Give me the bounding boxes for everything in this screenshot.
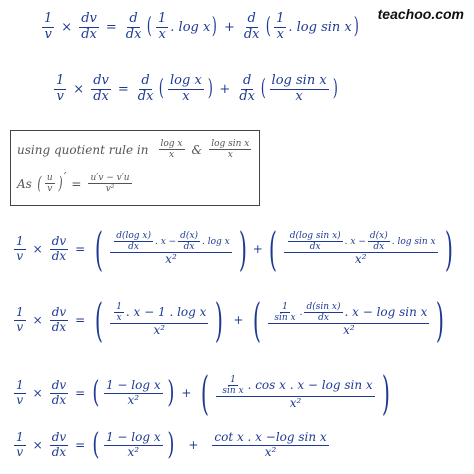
- teachoo-logo: teachoo.com: [377, 6, 464, 22]
- fraction-dv-dx: $\frac{dv}{dx}$: [81, 11, 97, 42]
- fraction-1-over-v: $\frac{1}{v}$: [44, 11, 53, 42]
- quotient-rule-note: using quotient rule in $\frac{\text{log x}}{x}$ & $\frac{\text{log sin x}}{x}$ As ( $\frac{u}{v}$ ) ′ = $\frac{u'v - v'u}{\text{v²}}$: [10, 130, 260, 206]
- equation-line-2: $\frac{1}{v}$ × $\frac{dv}{dx}$ = $\frac{d}{dx}$ ( $\frac{\text{log x}}{x}$ ) + $\frac{d}{dx}$ ( $\frac{\text{log sin x}}{x}$ ): [56, 73, 338, 104]
- equation-line-1: $\frac{1}{v}$ × $\frac{dv}{dx}$ = $\frac{d}{dx}$ ( $\frac{1}{x}$ . log x ) + $\frac{d}{dx}$ ( $\frac{1}{x}$ . log sin x ): [44, 11, 359, 42]
- equation-line-3: $\frac{1}{v}$ × $\frac{dv}{dx}$ = ( $\frac{\text{d(log x)}}{dx}$ . x − $\frac{d(x)}{dx}$ . log x x² ) + ( $\frac{\text{d(log sin x)}}{dx}$ . x − $\frac{d(x)}{dx}$ . log sin x x² ): [16, 222, 453, 276]
- equation-line-6: $\frac{1}{v}$ × $\frac{dv}{dx}$ = ( $\frac{\text{1 − log x}}{\text{x²}}$ ) + $\frac{\text{cot x . x −log sin x}}{\text{x²}}$: [16, 427, 327, 462]
- equation-line-4: $\frac{1}{v}$ × $\frac{dv}{dx}$ = ( $\frac{1}{x}$ . x − 1 . log x x² ) + ( $\frac{1}{\text{sin x}}$ . $\frac{\text{d(sin x)}}{dx}$ . x − log sin x x² ): [16, 293, 445, 347]
- equation-line-5: $\frac{1}{v}$ × $\frac{dv}{dx}$ = ( $\frac{\text{1 − log x}}{\text{x²}}$ ) + ( $\frac{1}{\text{sin x}}$ . cos x . x − log sin x x² ): [16, 366, 390, 420]
